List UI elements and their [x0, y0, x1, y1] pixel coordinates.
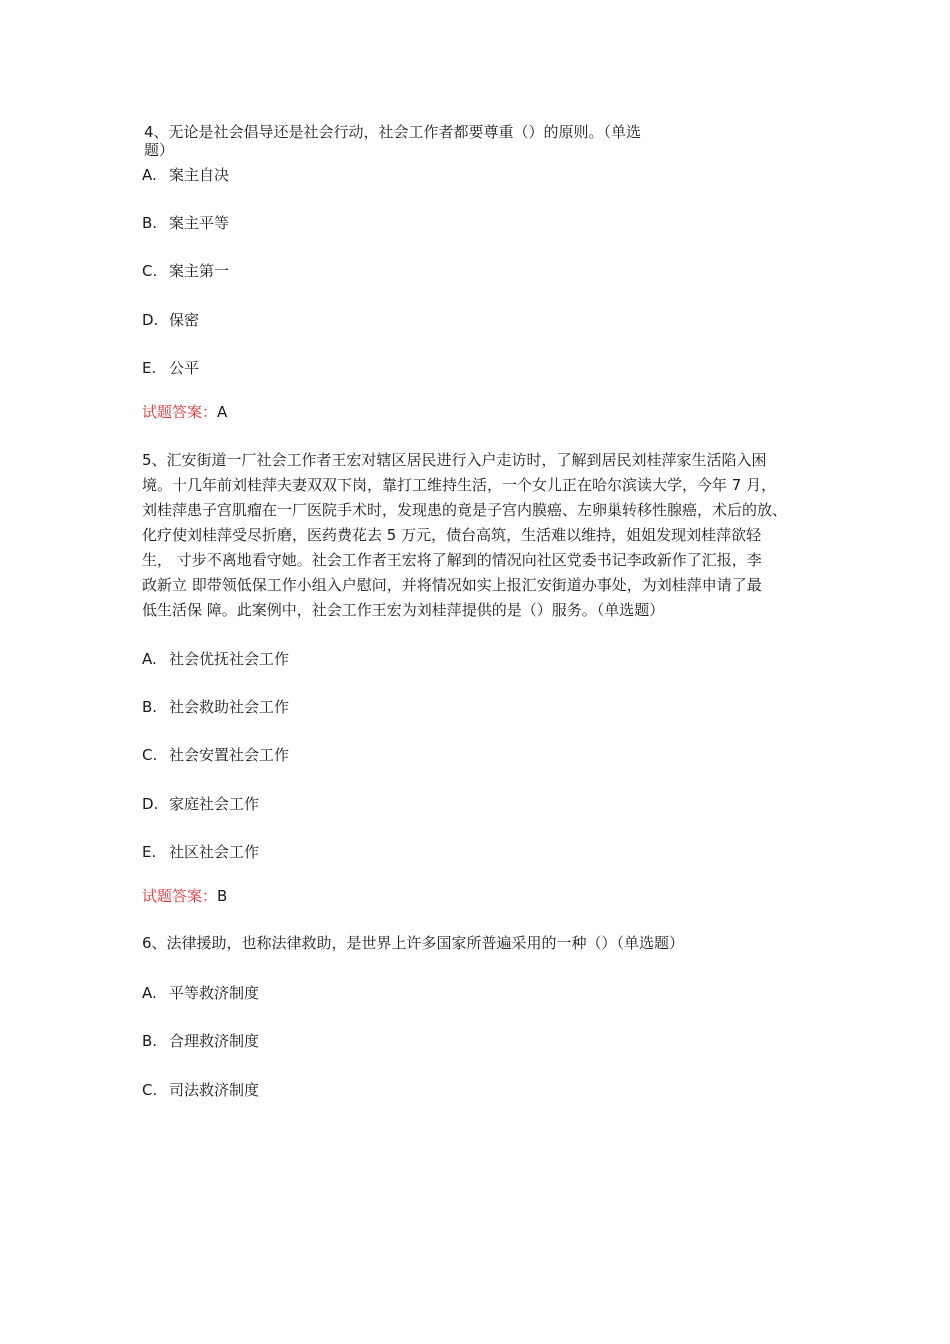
question-5-stem-line-7: 低生活保 障。此案例中，社会工作王宏为刘桂萍提供的是（）服务。（单选题）: [142, 601, 665, 619]
question-5-stem-line-2: 境。十几年前刘桂萍夫妻双双下岗，靠打工维持生活，一个女儿正在哈尔滨读大学，今年 7 月，: [142, 476, 777, 494]
question-4-stem-line-1: 4、无论是社会倡导还是社会行动，社会工作者都要尊重（）的原则。（单选: [144, 123, 642, 141]
question-6-option-b: [142, 1031, 259, 1051]
option-text: 司法救济制度: [169, 1081, 260, 1099]
question-5-option-c: [142, 745, 289, 765]
option-text: 社会优抚社会工作: [169, 650, 290, 668]
question-5-option-b: [142, 697, 289, 717]
question-4-option-e: [142, 358, 199, 378]
answer-label: 试题答案：: [142, 887, 218, 905]
question-5-answer: [142, 886, 227, 906]
option-text: 社会安置社会工作: [169, 746, 290, 764]
question-6-option-c: [142, 1080, 259, 1100]
answer-value: B: [217, 887, 228, 905]
option-text: 平等救济制度: [169, 984, 260, 1002]
option-letter: C.: [142, 262, 158, 280]
question-4-answer: [142, 402, 227, 422]
option-letter: B.: [142, 214, 158, 232]
option-letter: A.: [142, 650, 157, 668]
question-6-stem-line-1: 6、法律援助，也称法律救助，是世界上许多国家所普遍采用的一种（）（单选题）: [142, 934, 685, 952]
question-5-stem-line-1: 5、汇安街道一厂社会工作者王宏对辖区居民进行入户走访时，了解到居民刘桂萍家生活陷入困: [142, 451, 767, 469]
answer-label: 试题答案：: [142, 403, 218, 421]
answer-value: A: [217, 403, 228, 421]
option-letter: C.: [142, 1081, 158, 1099]
question-5-option-d: [142, 794, 259, 814]
question-4-option-d: [142, 310, 199, 330]
option-letter: A.: [142, 984, 157, 1002]
question-6-option-a: [142, 983, 259, 1003]
question-5-stem-line-4: 化疗使刘桂萍受尽折磨，医药费花去 5 万元，债台高筑，生活难以维持，姐姐发现刘桂萍欲轻: [142, 526, 762, 544]
question-4-option-a: [142, 165, 229, 185]
option-letter: B.: [142, 1032, 158, 1050]
option-text: 保密: [169, 311, 200, 329]
question-4-option-c: [142, 261, 229, 281]
option-letter: E.: [142, 359, 157, 377]
option-text: 案主第一: [169, 262, 230, 280]
option-text: 合理救济制度: [169, 1032, 260, 1050]
option-text: 社会救助社会工作: [169, 698, 290, 716]
option-text: 家庭社会工作: [169, 795, 260, 813]
option-text: 社区社会工作: [169, 843, 260, 861]
option-letter: B.: [142, 698, 158, 716]
question-5-stem-line-5: 生， 寸步不离地看守她。社会工作者王宏将了解到的情况向社区党委书记李政新作了汇报，李: [142, 551, 762, 569]
option-text: 公平: [169, 359, 200, 377]
question-4-stem-line-2: 题）: [144, 141, 175, 159]
question-4-option-b: [142, 213, 229, 233]
option-letter: A.: [142, 166, 157, 184]
option-letter: D.: [142, 795, 159, 813]
question-5-stem-line-3: 刘桂萍患子宫肌瘤在一厂医院手术时，发现患的竟是子宫内膜癌、左卵巢转移性腺癌，术后的放、: [142, 501, 788, 519]
option-letter: E.: [142, 843, 157, 861]
option-letter: D.: [142, 311, 159, 329]
option-letter: C.: [142, 746, 158, 764]
question-5-option-e: [142, 842, 259, 862]
question-5-stem-line-6: 政新立 即带领低保工作小组入户慰问，并将情况如实上报汇安街道办事处，为刘桂萍申请了最: [142, 576, 762, 594]
option-text: 案主自决: [169, 166, 230, 184]
question-5-option-a: [142, 649, 289, 669]
option-text: 案主平等: [169, 214, 230, 232]
